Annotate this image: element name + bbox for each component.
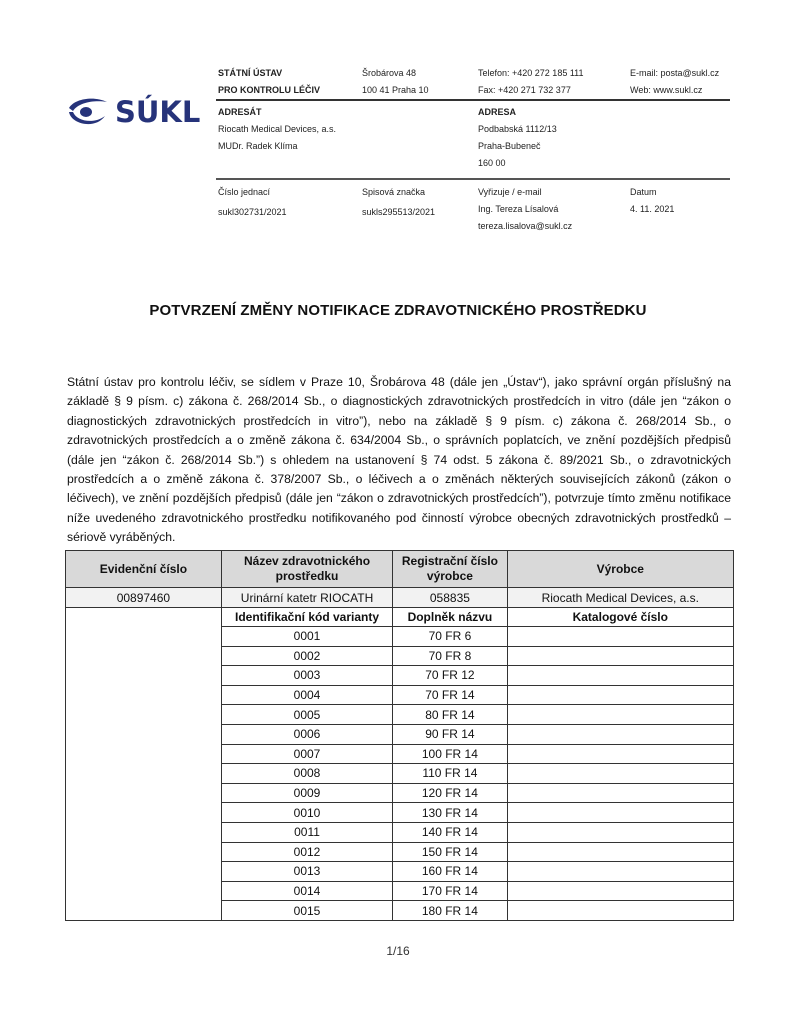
- variant-code: 0009: [221, 783, 392, 803]
- address-city: Praha-Bubeneč: [478, 141, 541, 151]
- header-name-suffix: Doplněk názvu: [393, 608, 507, 627]
- ref-number: [218, 184, 287, 221]
- variant-name-suffix: 80 FR 14: [393, 705, 507, 725]
- variant-catalog-no: [507, 646, 733, 666]
- header-manufacturer: Výrobce: [507, 551, 733, 588]
- variant-catalog-no: [507, 705, 733, 725]
- sukl-logo: [65, 92, 205, 132]
- org-contacts: [478, 65, 584, 99]
- variant-code: 0008: [221, 764, 392, 784]
- variant-name-suffix: 150 FR 14: [393, 842, 507, 862]
- variant-name-suffix: 100 FR 14: [393, 744, 507, 764]
- variant-name-suffix: 70 FR 6: [393, 627, 507, 647]
- ref-label: Číslo jednací: [218, 187, 271, 197]
- variant-catalog-no: [507, 685, 733, 705]
- variant-catalog-no: [507, 822, 733, 842]
- variant-code: 0011: [221, 822, 392, 842]
- org-website: Web: www.sukl.cz: [630, 85, 703, 95]
- date: [630, 184, 674, 218]
- variant-name-suffix: 140 FR 14: [393, 822, 507, 842]
- header-variant-code: Identifikační kód varianty: [221, 608, 392, 627]
- org-address: [362, 65, 429, 99]
- variant-catalog-no: [507, 881, 733, 901]
- date-value: 4. 11. 2021: [630, 204, 675, 214]
- handler: [478, 184, 572, 235]
- address-zip: 160 00: [478, 158, 506, 168]
- variant-name-suffix: 110 FR 14: [393, 764, 507, 784]
- variant-code: 0013: [221, 862, 392, 882]
- variant-code: 0015: [221, 901, 392, 921]
- variant-name-suffix: 70 FR 14: [393, 685, 507, 705]
- org-line2: PRO KONTROLU LÉČIV: [218, 85, 321, 95]
- variant-name-suffix: 130 FR 14: [393, 803, 507, 823]
- file-label: Spisová značka: [362, 187, 426, 197]
- variant-catalog-no: [507, 862, 733, 882]
- variant-name-suffix: 70 FR 8: [393, 646, 507, 666]
- variant-code: 0014: [221, 881, 392, 901]
- page-number: 1/16: [386, 944, 410, 958]
- header-evidence-no: Evidenční číslo: [66, 551, 222, 588]
- variant-name-suffix: 70 FR 12: [393, 666, 507, 686]
- header-device-name: Název zdravotnického prostředku: [221, 551, 392, 588]
- table-header-row: [66, 551, 734, 588]
- header-divider: [216, 99, 730, 101]
- file-value: sukls295513/2021: [362, 207, 436, 217]
- device-reg-no: 058835: [393, 588, 507, 608]
- variant-code: 0005: [221, 705, 392, 725]
- variant-code: 0003: [221, 666, 392, 686]
- org-line1: STÁTNÍ ÚSTAV: [218, 68, 283, 78]
- org-phone: Telefon: +420 272 185 111: [478, 68, 584, 78]
- addressee-block: [218, 104, 336, 155]
- variant-catalog-no: [507, 783, 733, 803]
- org-web: [630, 65, 719, 99]
- variant-catalog-no: [507, 666, 733, 686]
- addressee-company: Riocath Medical Devices, a.s.: [218, 124, 337, 134]
- header-catalog-no: Katalogové číslo: [507, 608, 733, 627]
- device-row: [66, 588, 734, 608]
- variant-code: 0001: [221, 627, 392, 647]
- date-label: Datum: [630, 187, 657, 197]
- variant-name-suffix: 170 FR 14: [393, 881, 507, 901]
- addressee-person: MUDr. Radek Klíma: [218, 141, 298, 151]
- variant-code: 0012: [221, 842, 392, 862]
- addressee-label: ADRESÁT: [218, 107, 262, 117]
- address-street: Podbabská 1112/13: [478, 124, 557, 134]
- variant-catalog-no: [507, 901, 733, 921]
- ref-value: sukl302731/2021: [218, 207, 287, 217]
- variant-code: 0007: [221, 744, 392, 764]
- device-table: [65, 550, 734, 921]
- sukl-eye-icon: [65, 94, 109, 130]
- variant-header-row: [66, 608, 734, 627]
- meta-divider: [216, 178, 730, 180]
- variant-name-suffix: 180 FR 14: [393, 901, 507, 921]
- variant-catalog-no: [507, 724, 733, 744]
- org-name: [218, 65, 320, 99]
- variant-code: 0010: [221, 803, 392, 823]
- variant-name-suffix: 160 FR 14: [393, 862, 507, 882]
- org-street: Šrobárova 48: [362, 68, 417, 78]
- org-email: E-mail: posta@sukl.cz: [630, 68, 720, 78]
- variant-catalog-no: [507, 803, 733, 823]
- org-fax: Fax: +420 271 732 377: [478, 85, 571, 95]
- variant-name-suffix: 90 FR 14: [393, 724, 507, 744]
- logo-text: SÚKL: [115, 95, 201, 129]
- address-label: ADRESA: [478, 107, 517, 117]
- handler-email: tereza.lisalova@sukl.cz: [478, 221, 573, 231]
- variant-name-suffix: 120 FR 14: [393, 783, 507, 803]
- device-manufacturer: Riocath Medical Devices, a.s.: [507, 588, 733, 608]
- handler-name: Ing. Tereza Lísalová: [478, 204, 559, 214]
- header-reg-no: Registrační číslo výrobce: [393, 551, 507, 588]
- blank-cell: [66, 608, 222, 921]
- device-evidence-no: 00897460: [66, 588, 222, 608]
- variant-catalog-no: [507, 764, 733, 784]
- body-paragraph: Státní ústav pro kontrolu léčiv, se sídlem v Praze 10, Šrobárova 48 (dále jen „Ústav“), jako správní orgán příslušný na základě § 9 písm. c) zákona č. 268/2014 Sb., o diagnostických zdravotnických prostředcích in vitro (dále jen “zákon o diagnostických zdravotnických prostředcích in vitro”), nebo na základě § 9 písm. c) zákona č. 268/2014 Sb., o zdravotnických prostředcích a o změně zákona č. 634/2004 Sb., o správních poplatcích, ve znění pozdějších předpisů (dále jen “zákon č. 268/2014 Sb.”) s ohledem na ustanovení § 74 odst. 5 zákona č. 89/2021 Sb., o zdravotnických prostředcích a o změně zákona č. 378/2007 Sb., o léčivech a o změnách některých souvisejících zákonů (zákon o léčivech), ve znění pozdějších předpisů (dále jen “zákon o zdravotnických prostředcích”), potvrzuje tímto změnu notifikace níže uvedeného zdravotnického prostředku notifikovaného pod činností výrobce obecných zdravotnických prostředků – sériově vyráběných.: [67, 375, 731, 545]
- variant-code: 0006: [221, 724, 392, 744]
- variant-catalog-no: [507, 627, 733, 647]
- variant-catalog-no: [507, 842, 733, 862]
- org-city: 100 41 Praha 10: [362, 85, 429, 95]
- handler-label: Vyřizuje / e-mail: [478, 187, 542, 197]
- address-block: [478, 104, 557, 172]
- document-title: POTVRZENÍ ZMĚNY NOTIFIKACE ZDRAVOTNICKÉHO PROSTŘEDKU: [149, 302, 647, 319]
- device-name: Urinární katetr RIOCATH: [221, 588, 392, 608]
- variant-code: 0004: [221, 685, 392, 705]
- file-number: [362, 184, 435, 221]
- variant-code: 0002: [221, 646, 392, 666]
- variant-catalog-no: [507, 744, 733, 764]
